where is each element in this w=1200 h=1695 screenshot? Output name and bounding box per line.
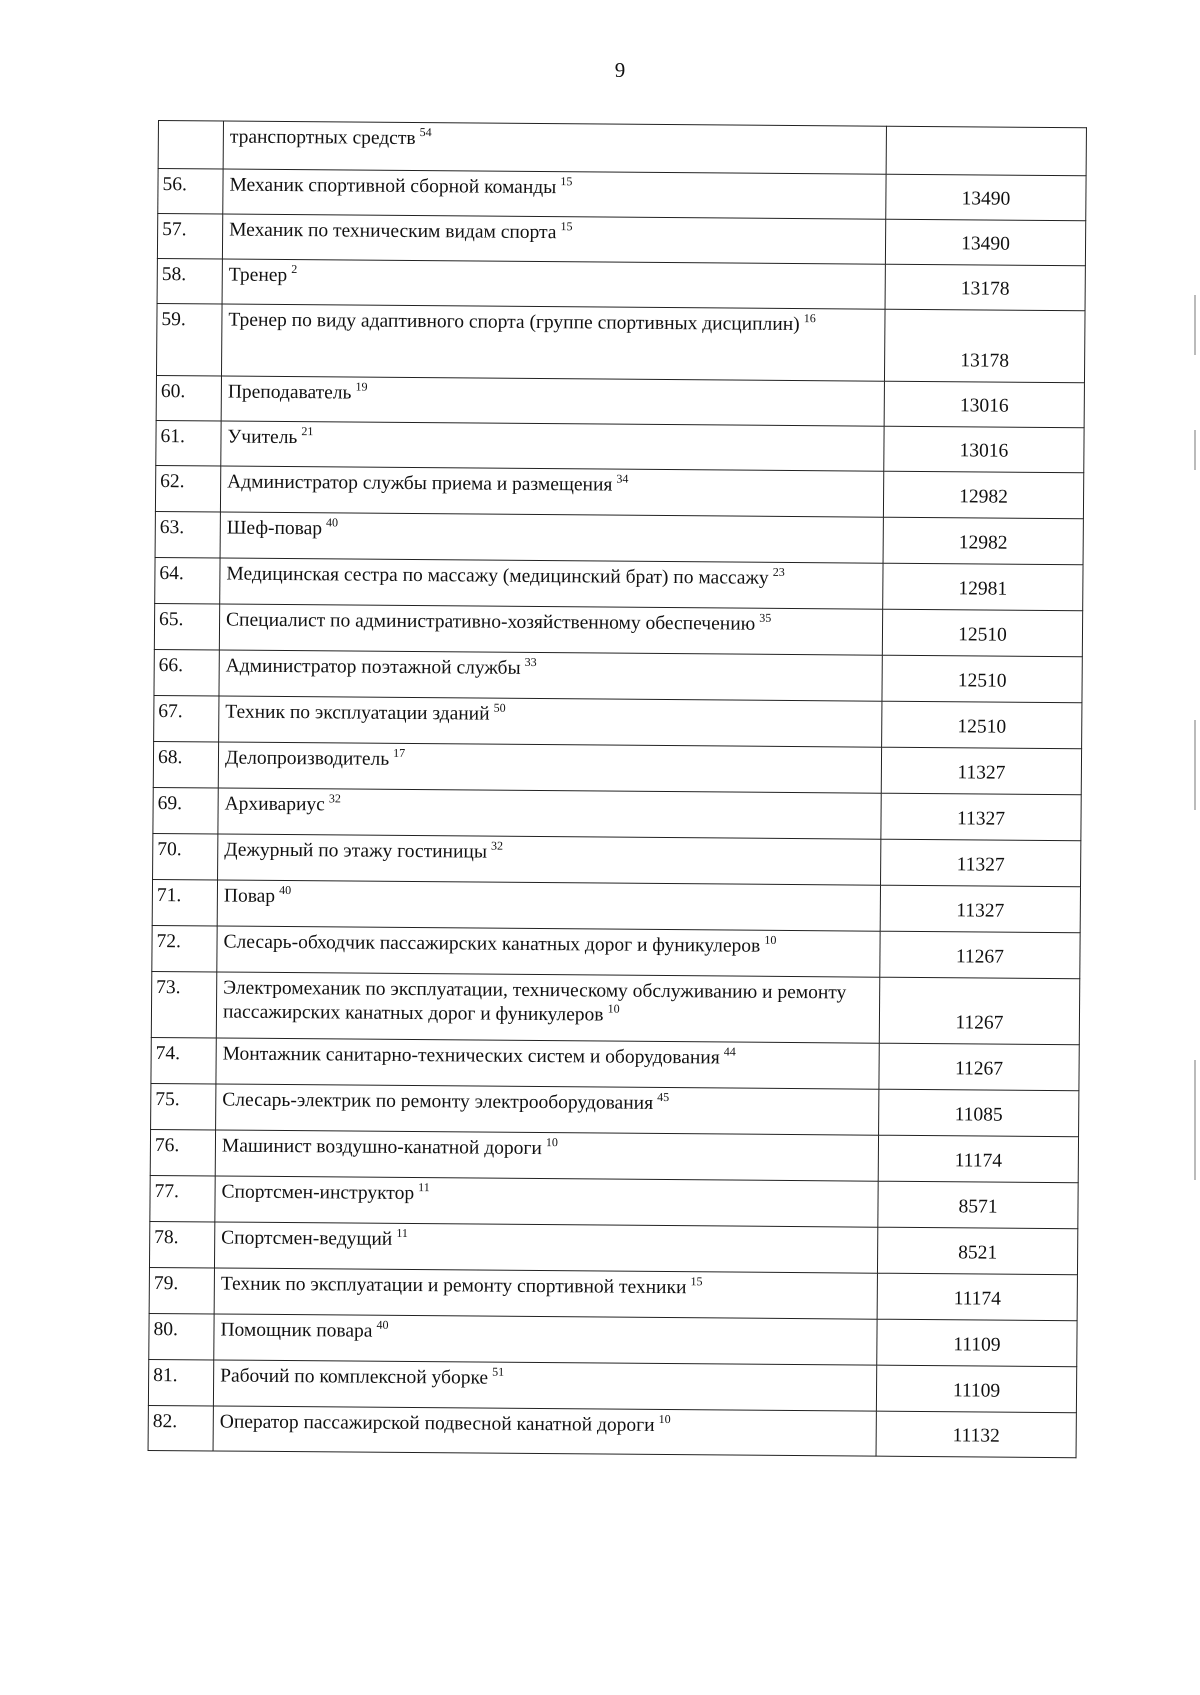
row-number: 61. bbox=[156, 420, 221, 466]
footnote-ref: 10 bbox=[607, 1001, 620, 1016]
table-row bbox=[151, 1037, 1079, 1090]
position-cell bbox=[218, 788, 881, 839]
row-number: 73. bbox=[151, 971, 217, 1038]
position-cell bbox=[219, 696, 882, 747]
position-cell bbox=[220, 466, 883, 517]
position-name: Спортсмен-инструктор bbox=[221, 1181, 415, 1205]
table-row bbox=[154, 603, 1082, 656]
footnote-ref: 44 bbox=[723, 1044, 736, 1059]
footnote-ref: 10 bbox=[764, 932, 777, 947]
position-name: Учитель bbox=[227, 426, 298, 449]
table-row bbox=[153, 741, 1081, 794]
row-number: 81. bbox=[148, 1359, 213, 1406]
footnote-ref: 17 bbox=[393, 745, 406, 760]
position-name: Помощник повара bbox=[220, 1319, 373, 1342]
position-cell bbox=[213, 1360, 876, 1411]
footnote-ref: 54 bbox=[419, 125, 432, 140]
salary-value: 12510 bbox=[882, 655, 1082, 703]
salary-value: 13490 bbox=[886, 174, 1086, 221]
table-row bbox=[157, 258, 1085, 310]
salary-value: 12510 bbox=[882, 609, 1082, 657]
table-row bbox=[156, 420, 1084, 472]
position-cell bbox=[220, 512, 883, 563]
footnote-ref: 21 bbox=[301, 424, 314, 439]
position-name: Администратор службы приема и размещения bbox=[227, 471, 613, 496]
row-number: 66. bbox=[154, 649, 219, 696]
row-number: 65. bbox=[154, 603, 219, 650]
table-row bbox=[153, 833, 1081, 886]
positions-table-body bbox=[148, 121, 1086, 1458]
footnote-ref: 2 bbox=[291, 262, 298, 277]
table-row bbox=[156, 375, 1084, 427]
row-number: 64. bbox=[155, 557, 220, 604]
position-name: Делопроизводитель bbox=[224, 747, 390, 770]
scan-margin-mark bbox=[1194, 720, 1196, 810]
row-number: 63. bbox=[155, 511, 220, 558]
position-cell bbox=[219, 604, 882, 655]
salary-value: 13178 bbox=[884, 309, 1085, 383]
footnote-ref: 10 bbox=[658, 1411, 671, 1427]
position-cell bbox=[222, 214, 885, 264]
footnote-ref: 10 bbox=[545, 1135, 558, 1150]
scan-margin-mark bbox=[1194, 1060, 1196, 1180]
salary-value: 11174 bbox=[878, 1135, 1078, 1183]
footnote-ref: 15 bbox=[560, 219, 573, 234]
footnote-ref: 45 bbox=[657, 1089, 670, 1105]
salary-value: 8521 bbox=[877, 1227, 1077, 1275]
position-cell bbox=[221, 376, 884, 426]
table-row bbox=[154, 649, 1082, 702]
position-name: транспортных средств bbox=[229, 126, 416, 150]
row-number: 67. bbox=[154, 695, 219, 742]
table-row bbox=[154, 695, 1082, 748]
salary-value: 11327 bbox=[880, 885, 1080, 933]
row-number: 72. bbox=[152, 925, 217, 972]
salary-value: 11132 bbox=[876, 1411, 1076, 1458]
footnote-ref: 33 bbox=[524, 654, 537, 669]
position-cell bbox=[215, 1176, 878, 1227]
table-row bbox=[150, 1175, 1078, 1228]
salary-value: 11109 bbox=[877, 1319, 1077, 1367]
position-cell bbox=[218, 834, 881, 885]
position-name: Техник по эксплуатации зданий bbox=[225, 701, 490, 725]
table-row bbox=[149, 1313, 1077, 1366]
position-cell bbox=[214, 1222, 877, 1273]
position-cell bbox=[216, 1084, 879, 1135]
footnote-ref: 40 bbox=[279, 882, 292, 898]
row-number: 71. bbox=[152, 879, 217, 926]
row-number: 57. bbox=[157, 214, 222, 260]
row-number: 60. bbox=[156, 375, 221, 421]
salary-value: 12981 bbox=[883, 563, 1083, 611]
row-number: 56. bbox=[158, 169, 223, 215]
position-cell bbox=[217, 926, 880, 977]
table-row bbox=[155, 465, 1083, 518]
position-name: Архивариус bbox=[224, 793, 325, 816]
position-cell bbox=[223, 169, 886, 219]
position-name: Слесарь-электрик по ремонту электрооборудования bbox=[222, 1089, 654, 1114]
position-name: Машинист воздушно-канатной дороги bbox=[221, 1135, 542, 1160]
position-cell bbox=[216, 972, 879, 1043]
position-cell bbox=[216, 1038, 879, 1089]
position-name: Оператор пассажирской подвесной канатной дороги bbox=[219, 1411, 655, 1436]
table-row bbox=[155, 511, 1083, 564]
row-number: 68. bbox=[153, 741, 218, 788]
position-cell bbox=[214, 1268, 877, 1319]
footnote-ref: 19 bbox=[355, 379, 368, 394]
table-row bbox=[152, 879, 1080, 932]
position-name: Тренер bbox=[228, 264, 288, 287]
scan-margin-mark bbox=[1194, 295, 1196, 355]
footnote-ref: 51 bbox=[492, 1364, 505, 1379]
salary-value: 11267 bbox=[879, 1043, 1079, 1091]
salary-value: 13178 bbox=[885, 264, 1085, 311]
footnote-ref: 15 bbox=[560, 174, 573, 189]
footnote-ref: 32 bbox=[490, 838, 504, 853]
position-cell bbox=[217, 880, 880, 931]
row-number: 75. bbox=[151, 1083, 216, 1130]
position-name: Спортсмен-ведущий bbox=[221, 1227, 393, 1250]
salary-value: 13016 bbox=[884, 426, 1084, 473]
position-name: Монтажник санитарно-технических систем и оборудования bbox=[222, 1043, 720, 1069]
table-row bbox=[149, 1267, 1077, 1320]
table-row bbox=[148, 1359, 1076, 1412]
row-number: 80. bbox=[149, 1313, 214, 1360]
salary-value: 13016 bbox=[884, 381, 1084, 428]
position-name: Специалист по административно-хозяйственному обеспечению bbox=[225, 609, 756, 635]
salary-value: 12982 bbox=[883, 517, 1083, 565]
table-row bbox=[150, 1129, 1078, 1182]
position-name: Дежурный по этажу гостиницы bbox=[224, 839, 488, 863]
position-name: Медицинская сестра по массажу (медицинский брат) по массажу bbox=[226, 563, 769, 589]
salary-value: 13490 bbox=[885, 219, 1085, 266]
page-number: 9 bbox=[614, 58, 626, 82]
footnote-ref: 40 bbox=[326, 515, 339, 530]
salary-value: 11327 bbox=[881, 793, 1081, 841]
row-number: 58. bbox=[157, 258, 222, 304]
table-row bbox=[151, 971, 1079, 1044]
position-name: Администратор поэтажной службы bbox=[225, 655, 521, 679]
position-name: Тренер по виду адаптивного спорта (группе спортивных дисциплин) bbox=[228, 309, 800, 336]
position-cell bbox=[222, 259, 885, 309]
row-number: 70. bbox=[153, 833, 218, 880]
row-number bbox=[158, 121, 223, 170]
position-name: Повар bbox=[223, 885, 276, 907]
position-cell bbox=[215, 1130, 878, 1181]
table-row bbox=[151, 1083, 1079, 1136]
footnote-ref: 16 bbox=[803, 311, 816, 326]
positions-table bbox=[148, 120, 1087, 1458]
position-cell bbox=[213, 1406, 876, 1456]
footnote-ref: 32 bbox=[328, 791, 341, 806]
salary-value: 11267 bbox=[879, 977, 1080, 1045]
position-cell bbox=[218, 742, 881, 793]
salary-value: 11327 bbox=[881, 747, 1081, 795]
salary-value: 11327 bbox=[881, 839, 1081, 887]
row-number: 77. bbox=[150, 1175, 215, 1222]
row-number: 74. bbox=[151, 1037, 216, 1084]
position-cell bbox=[219, 650, 882, 701]
position-cell bbox=[221, 421, 884, 471]
footnote-ref: 23 bbox=[772, 564, 785, 579]
position-cell bbox=[223, 121, 886, 174]
position-name: Рабочий по комплексной уборке bbox=[220, 1365, 489, 1389]
footnote-ref: 50 bbox=[493, 700, 506, 715]
footnote-ref: 11 bbox=[418, 1180, 430, 1195]
table-row bbox=[158, 121, 1086, 176]
salary-value bbox=[886, 126, 1086, 176]
row-number: 76. bbox=[150, 1129, 215, 1176]
position-name: Техник по эксплуатации и ремонту спортивной техники bbox=[220, 1273, 687, 1299]
footnote-ref: 34 bbox=[616, 471, 629, 486]
table-row bbox=[149, 1221, 1077, 1274]
footnote-ref: 35 bbox=[759, 610, 772, 625]
position-name: Шеф-повар bbox=[226, 517, 323, 540]
table-row bbox=[153, 787, 1081, 840]
table-row bbox=[157, 214, 1085, 266]
salary-value: 12510 bbox=[882, 701, 1082, 749]
position-cell bbox=[214, 1314, 877, 1365]
position-name: Слесарь-обходчик пассажирских канатных дорог и фуникулеров bbox=[223, 931, 761, 957]
salary-value: 11085 bbox=[879, 1089, 1079, 1137]
position-name: Механик по техническим видам спорта bbox=[229, 219, 557, 244]
row-number: 79. bbox=[149, 1267, 214, 1314]
salary-value: 11267 bbox=[880, 931, 1080, 979]
position-cell bbox=[220, 558, 883, 609]
table-row bbox=[156, 303, 1085, 382]
table-row bbox=[152, 925, 1080, 978]
row-number: 82. bbox=[148, 1405, 213, 1451]
row-number: 69. bbox=[153, 787, 218, 834]
table-row bbox=[155, 557, 1083, 610]
table-row bbox=[158, 169, 1086, 221]
row-number: 62. bbox=[155, 465, 220, 512]
position-name: Механик спортивной сборной команды bbox=[229, 174, 557, 199]
salary-value: 12982 bbox=[883, 471, 1083, 519]
position-name: Преподаватель bbox=[227, 381, 352, 404]
row-number: 78. bbox=[149, 1221, 214, 1268]
table-row bbox=[148, 1405, 1076, 1457]
salary-value: 8571 bbox=[878, 1181, 1078, 1229]
position-cell bbox=[221, 304, 885, 381]
row-number: 59. bbox=[156, 303, 222, 376]
footnote-ref: 40 bbox=[376, 1317, 389, 1332]
scan-margin-mark bbox=[1194, 430, 1196, 470]
footnote-ref: 15 bbox=[690, 1274, 703, 1289]
position-name: Электромеханик по эксплуатации, техническому обслуживанию и ремонту пассажирских канатных дорог и фуникулеров bbox=[222, 977, 847, 1026]
salary-value: 11174 bbox=[877, 1273, 1077, 1321]
footnote-ref: 11 bbox=[396, 1225, 408, 1240]
salary-value: 11109 bbox=[876, 1365, 1076, 1413]
